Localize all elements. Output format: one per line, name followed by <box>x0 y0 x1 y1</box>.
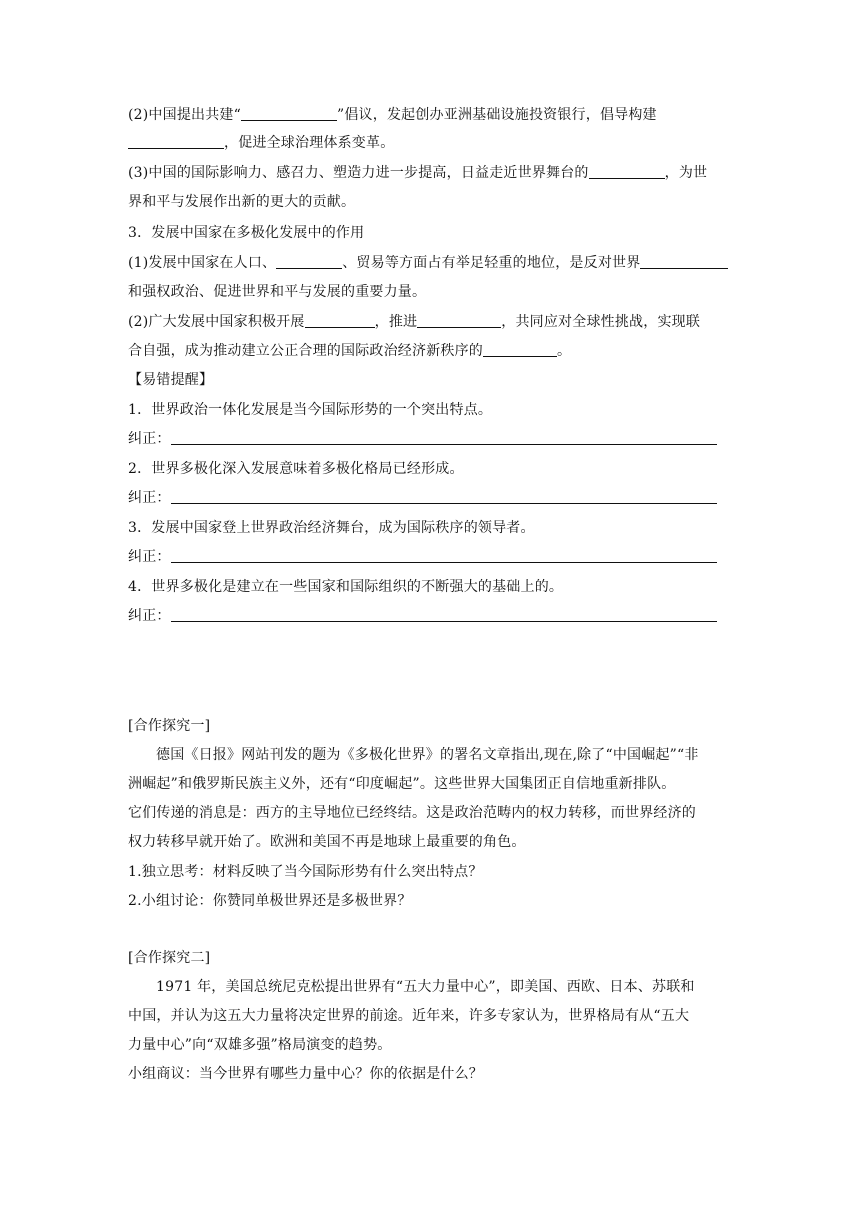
error-item: 2．世界多极化深入发展意味着多极化格局已经形成。 <box>128 461 464 477</box>
item-2-line-2 <box>128 133 738 153</box>
correction-line <box>128 547 738 567</box>
q2-line-2 <box>128 341 738 361</box>
correction-line <box>128 488 738 508</box>
correction-label: 纠正： <box>128 549 171 565</box>
correction-label: 纠正： <box>128 490 171 506</box>
correction-line <box>128 429 738 449</box>
inquiry-1-heading: [合作探究一] <box>128 718 211 734</box>
fill-blank[interactable] <box>589 164 665 179</box>
fill-blank[interactable] <box>128 134 224 149</box>
q1-line-2: 和强权政治、促进世界和平与发展的重要力量。 <box>128 284 427 300</box>
inquiry-1-text-line: 洲崛起”和俄罗斯民族主义外，还有“印度崛起”。这些世界大国集团正自信地重新排队。 <box>128 776 676 792</box>
fill-blank[interactable] <box>640 254 728 269</box>
fill-blank[interactable] <box>305 313 375 328</box>
text: ，为世 <box>664 165 708 181</box>
text: ，推进 <box>374 314 418 330</box>
errors-heading: 【易错提醒】 <box>128 372 214 388</box>
text: (1)发展中国家在人口、 <box>128 255 277 271</box>
inquiry-2-text-line: 1971 年，美国总统尼克松提出世界有“五大力量中心”，即美国、西欧、日本、苏联和 <box>156 979 695 995</box>
correction-answer-line[interactable] <box>171 430 717 445</box>
text: (2)广大发展中国家积极开展 <box>128 314 305 330</box>
item-3-line-1 <box>128 163 738 183</box>
text: 、贸易等方面占有举足轻重的地位，是反对世界 <box>342 255 641 271</box>
correction-line <box>128 606 738 626</box>
correction-answer-line[interactable] <box>171 489 717 504</box>
item-2-line-1 <box>128 105 738 125</box>
correction-answer-line[interactable] <box>171 548 717 563</box>
inquiry-1-text-line: 权力转移早就开始了。欧洲和美国不再是地球上最重要的角色。 <box>128 834 526 850</box>
subheading-3: 3．发展中国家在多极化发展中的作用 <box>128 225 365 241</box>
inquiry-1-text-line: 它们传递的消息是：西方的主导地位已经终结。这是政治范畴内的权力转移，而世界经济的 <box>128 805 696 821</box>
inquiry-2-text-line: 中国，并认为这五大力量将决定世界的前途。近年来，许多专家认为，世界格局有从“五大 <box>128 1008 690 1024</box>
inquiry-1-question-1: 1.独立思考：材料反映了当今国际形势有什么突出特点？ <box>128 864 483 880</box>
fill-blank[interactable] <box>417 313 501 328</box>
inquiry-1-question-2: 2.小组讨论：你赞同单极世界还是多极世界？ <box>128 893 412 909</box>
text: (2)中国提出共建“ <box>128 107 241 123</box>
text: ，促进全球治理体系变革。 <box>224 135 395 151</box>
correction-label: 纠正： <box>128 431 171 447</box>
inquiry-2-question: 小组商议：当今世界有哪些力量中心？你的依据是什么？ <box>128 1066 483 1082</box>
fill-blank[interactable] <box>276 254 342 269</box>
inquiry-2-text-line: 力量中心”向“双雄多强”格局演变的趋势。 <box>128 1037 392 1053</box>
text: ，共同应对全球性挑战，实现联 <box>501 314 701 330</box>
error-item: 3．发展中国家登上世界政治经济舞台，成为国际秩序的领导者。 <box>128 520 535 536</box>
text: ”倡议，发起创办亚洲基础设施投资银行，倡导构建 <box>337 107 657 123</box>
text: 。 <box>557 343 572 359</box>
q2-line-1 <box>128 312 738 332</box>
correction-label: 纠正： <box>128 608 171 624</box>
fill-blank[interactable] <box>483 342 557 357</box>
error-item: 1．世界政治一体化发展是当今国际形势的一个突出特点。 <box>128 402 493 418</box>
error-item: 4．世界多极化是建立在一些国家和国际组织的不断强大的基础上的。 <box>128 579 564 595</box>
inquiry-2-heading: [合作探究二] <box>128 950 211 966</box>
item-3-line-2: 界和平与发展作出新的更大的贡献。 <box>128 194 356 210</box>
q1-line-1 <box>128 253 738 273</box>
text: 合自强，成为推动建立公正合理的国际政治经济新秩序的 <box>128 343 483 359</box>
fill-blank[interactable] <box>241 106 337 121</box>
text: (3)中国的国际影响力、感召力、塑造力进一步提高，日益走近世界舞台的 <box>128 165 589 181</box>
inquiry-1-text-line: 德国《日报》网站刊发的题为《多极化世界》的署名文章指出,现在,除了“中国崛起”“非 <box>156 747 699 763</box>
correction-answer-line[interactable] <box>171 607 717 622</box>
